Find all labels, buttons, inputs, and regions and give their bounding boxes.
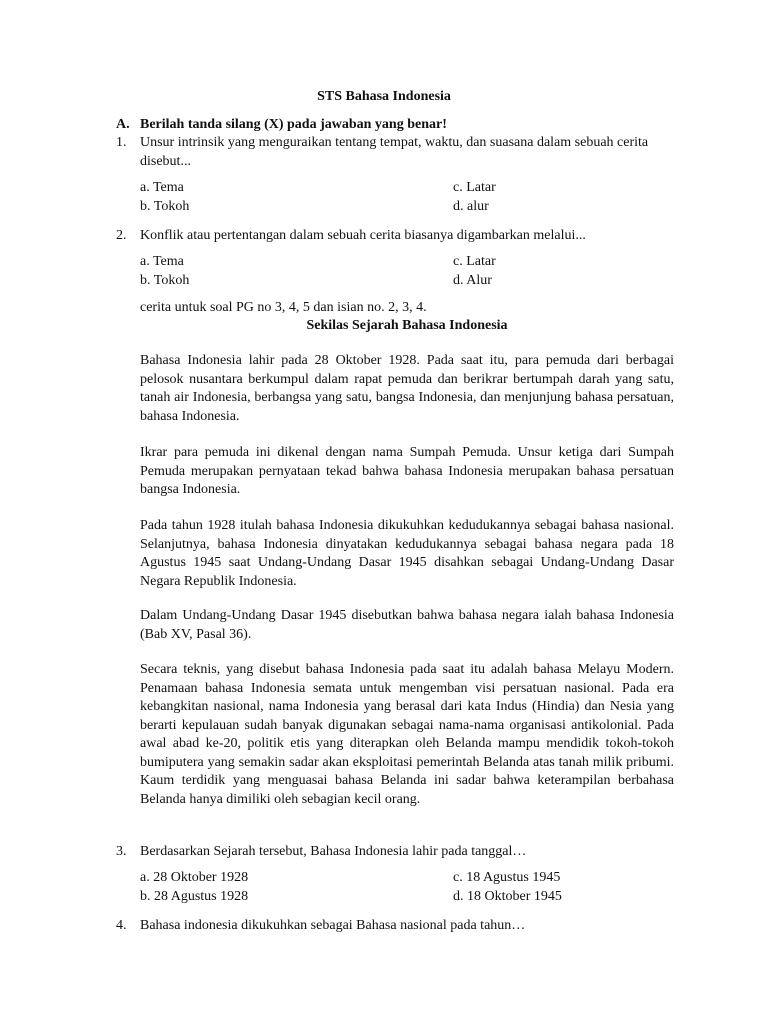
passage-paragraph: Bahasa Indonesia lahir pada 28 Oktober 1928. Pada saat itu, para pemuda dari berbagai pelosok nusantara berkumpul dalam rapat pemuda dan berikrar bertumpah darah yang satu, tanah air Indonesia, berbangsa yang satu, bangsa Indonesia, dan menjunjung bahasa persatuan, bahasa Indonesia. [140, 353, 674, 424]
option-b[interactable]: b. 28 Agustus 1928 [140, 888, 249, 904]
option-a[interactable]: a. Tema [140, 180, 184, 195]
passage-paragraph: Ikrar para pemuda ini dikenal dengan nama Sumpah Pemuda. Unsur ketiga dari Sumpah Pemuda merupakan pernyataan tekad bahwa bahasa Indonesia merupakan bahasa persatuan bangsa Indonesia. [140, 445, 674, 497]
passage-paragraph: Pada tahun 1928 itulah bahasa Indonesia dikukuhkan kedudukannya sebagai bahasa nasional. Selanjutnya, bahasa Indonesia dinyatakan kedudukannya sebagai bahasa negara pada 18 Agustus 1945 saat Undang-Undang Dasar 1945 disahkan sebagai Undang-Undang Dasar Negara Republik Indonesia. [140, 518, 674, 589]
option-d[interactable]: d. Alur [453, 272, 492, 288]
question-2 [116, 227, 676, 246]
passage-title: Sekilas Sejarah Bahasa Indonesia [306, 318, 508, 333]
question-number: 2. [116, 228, 127, 243]
option-d[interactable]: d. 18 Oktober 1945 [453, 888, 562, 904]
question-1-options [140, 179, 620, 216]
story-note: cerita untuk soal PG no 3, 4, 5 dan isian no. 2, 3, 4. [140, 300, 427, 315]
question-3 [116, 843, 676, 862]
option-b[interactable]: b. Tokoh [140, 198, 190, 214]
document-title: STS Bahasa Indonesia [317, 89, 451, 104]
option-d[interactable]: d. alur [453, 198, 489, 214]
option-c[interactable]: c. 18 Agustus 1945 [453, 870, 561, 885]
section-letter: A. [116, 117, 130, 132]
option-a[interactable]: a. Tema [140, 254, 184, 269]
question-4 [116, 917, 676, 936]
question-text: Bahasa indonesia dikukuhkan sebagai Bahasa nasional pada tahun… [140, 918, 526, 933]
section-a-heading [116, 116, 447, 135]
question-text: Konflik atau pertentangan dalam sebuah cerita biasanya digambarkan melalui... [140, 228, 586, 243]
question-text: Unsur intrinsik yang menguraikan tentang tempat, waktu, dan suasana dalam sebuah cerita disebut... [140, 135, 649, 169]
question-number: 4. [116, 918, 127, 933]
section-instruction: Berilah tanda silang (X) pada jawaban yang benar! [140, 117, 447, 132]
option-c[interactable]: c. Latar [453, 180, 496, 195]
passage-paragraph: Dalam Undang-Undang Dasar 1945 disebutkan bahwa bahasa negara ialah bahasa Indonesia (Bab XV, Pasal 36). [140, 608, 674, 642]
question-2-options [140, 253, 620, 290]
option-a[interactable]: a. 28 Oktober 1928 [140, 870, 249, 885]
passage-paragraph: Secara teknis, yang disebut bahasa Indonesia pada saat itu adalah bahasa Melayu Modern. Penamaan bahasa Indonesia semata untuk mengemban visi persatuan nasional. Pada era kebangkitan nasional, nama Indonesia yang berasal dari kata Indus (Hindia) dan Nesia yang berarti kepulauan sudah banyak digunakan sebagai nama-nama organisasi antikolonial. Pada awal abad ke-20, politik etis yang diterapkan oleh Belanda mampu mendidik tokoh-tokoh bumiputera yang semakin sadar akan eksploitasi pemerintah Belanda atas tanah milik pribumi. Kaum terdidik yang menguasai bahasa Belanda ini sadar bahwa keterampilan berbahasa Belanda hanya dimiliki oleh sebagian kecil orang. [140, 662, 674, 807]
question-number: 1. [116, 135, 127, 150]
question-1 [116, 134, 676, 171]
question-3-options [140, 869, 620, 906]
question-number: 3. [116, 844, 127, 859]
question-text: Berdasarkan Sejarah tersebut, Bahasa Indonesia lahir pada tanggal… [140, 844, 527, 859]
option-c[interactable]: c. Latar [453, 254, 496, 269]
option-b[interactable]: b. Tokoh [140, 272, 190, 288]
